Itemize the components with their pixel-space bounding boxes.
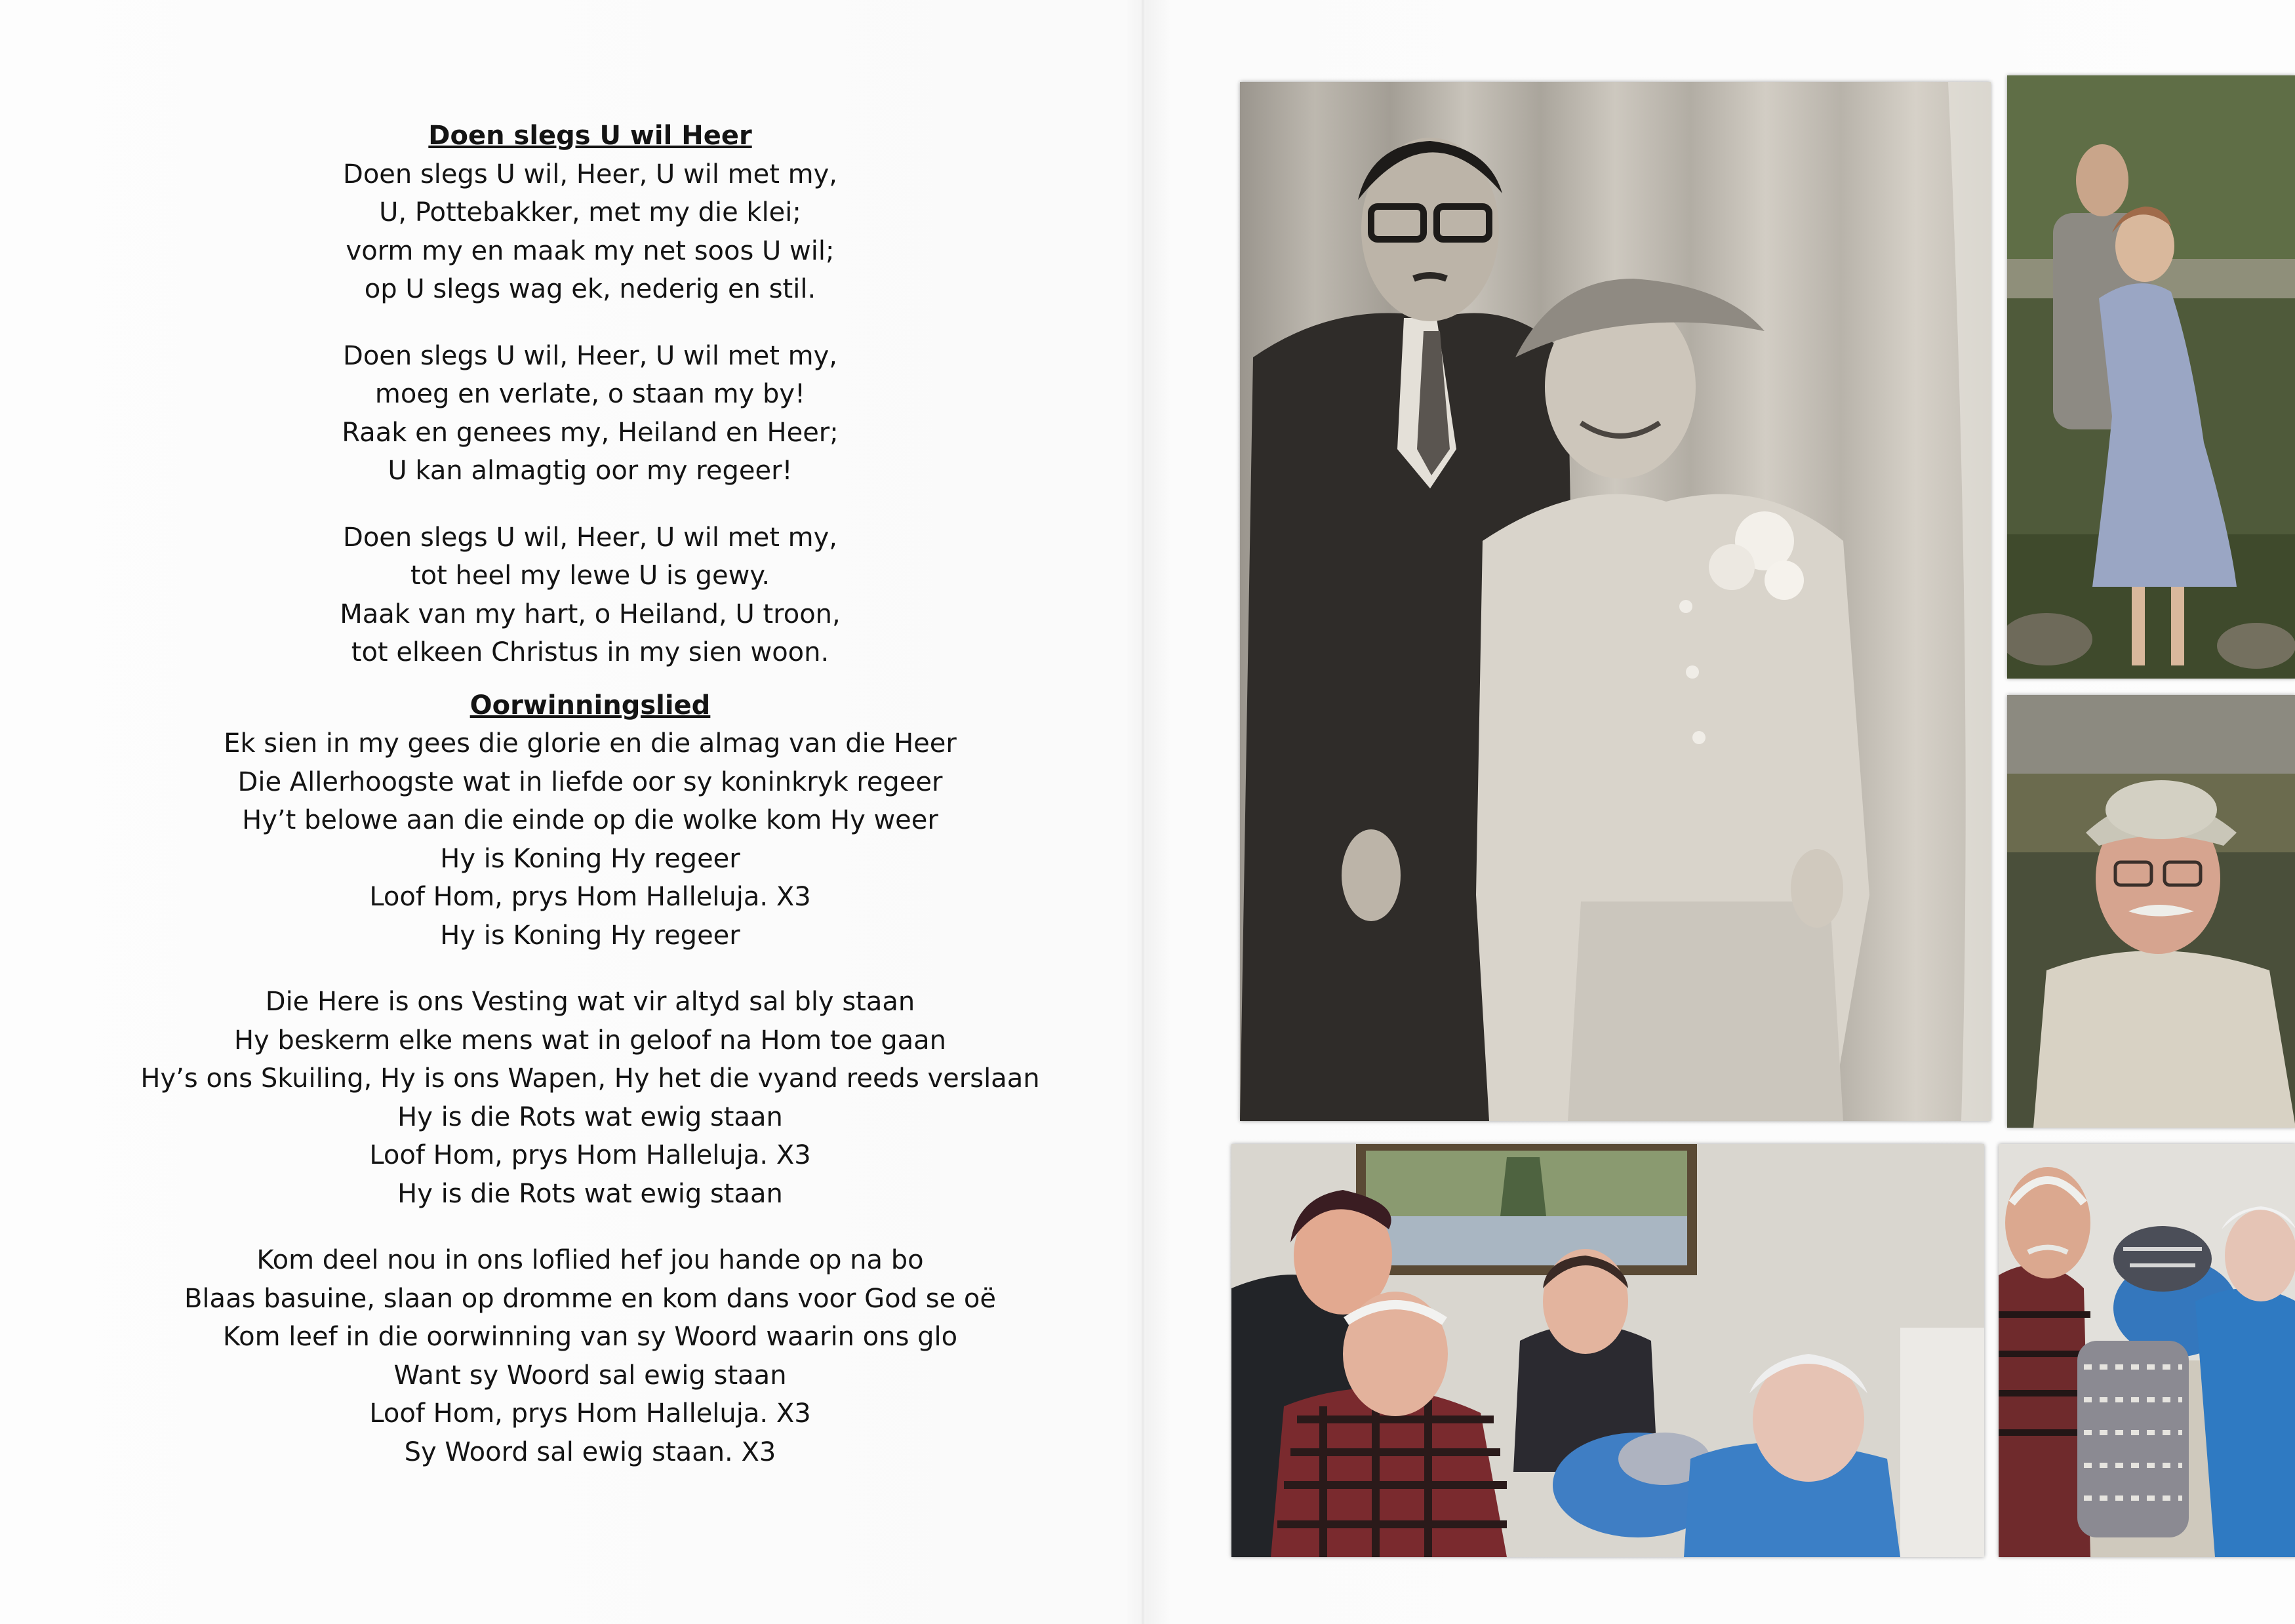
verse-line: Kom leef in die oorwinning van sy Woord waarin ons glo <box>222 1322 958 1352</box>
hymn-oorwinningslied <box>98 686 1082 1472</box>
verse-line: Doen slegs U wil, Heer, U wil met my, <box>343 340 837 371</box>
verse-line: tot elkeen Christus in my sien woon. <box>351 637 829 667</box>
verse-line: op U slegs wag ek, nederig en stil. <box>364 274 816 304</box>
right-page-photo-collage <box>1145 0 2295 1624</box>
verse-line: tot heel my lewe U is gewy. <box>410 561 770 591</box>
verse-line: Ek sien in my gees die glorie en die almag van die Heer <box>224 728 957 759</box>
verse-line: Hy is Koning Hy regeer <box>440 920 740 951</box>
hymn-verse <box>98 337 1082 490</box>
hymn-verse <box>98 519 1082 672</box>
verse-line: Loof Hom, prys Hom Halleluja. X3 <box>369 882 811 912</box>
elderly-man-hat-photo <box>2007 695 2295 1128</box>
verse-line: Hy’t belowe aan die einde op die wolke kom Hy weer <box>242 805 938 835</box>
verse-line: Loof Hom, prys Hom Halleluja. X3 <box>369 1398 811 1429</box>
verse-line: Doen slegs U wil, Heer, U wil met my, <box>343 159 837 189</box>
verse-line: Doen slegs U wil, Heer, U wil met my, <box>343 522 837 553</box>
family-gathering-photo <box>1231 1144 1984 1557</box>
verse-line: U, Pottebakker, met my die klei; <box>379 197 801 228</box>
young-couple-garden-photo <box>2007 75 2295 679</box>
hymn-verse <box>98 1241 1082 1471</box>
verse-line: Blaas basuine, slaan op dromme en kom dans voor God se oë <box>184 1283 996 1314</box>
verse-line: Hy is die Rots wat ewig staan <box>397 1101 783 1132</box>
verse-line: vorm my en maak my net soos U wil; <box>346 235 835 266</box>
verse-line: Raak en genees my, Heiland en Heer; <box>342 417 839 448</box>
verse-line: Die Here is ons Vesting wat vir altyd sal bly staan <box>265 987 915 1017</box>
verse-line: Hy’s ons Skuiling, Hy is ons Wapen, Hy het die vyand reeds verslaan <box>140 1063 1040 1094</box>
verse-line: Maak van my hart, o Heiland, U troon, <box>340 599 841 629</box>
elderly-couple-with-baby-photo <box>1999 1144 2295 1557</box>
hymn-verse <box>98 983 1082 1213</box>
wedding-couple-photo <box>1240 82 1991 1121</box>
hymn-verse <box>98 724 1082 955</box>
verse-line: Want sy Woord sal ewig staan <box>393 1360 787 1391</box>
verse-line: Hy is Koning Hy regeer <box>440 843 740 874</box>
left-page-hymns <box>0 0 1141 1624</box>
hymn-title: Oorwinningslied <box>469 690 711 721</box>
hymn-text-column <box>98 117 1082 1499</box>
verse-line: Die Allerhoogste wat in liefde oor sy koninkryk regeer <box>237 766 943 797</box>
verse-line: Sy Woord sal ewig staan. X3 <box>404 1436 776 1467</box>
verse-line: Kom deel nou in ons loflied hef jou hande op na bo <box>256 1245 924 1275</box>
verse-line: U kan almagtig oor my regeer! <box>388 456 793 486</box>
hymn-title: Doen slegs U wil Heer <box>428 121 752 151</box>
verse-line: moeg en verlate, o staan my by! <box>374 379 806 409</box>
verse-line: Hy beskerm elke mens wat in geloof na Hom toe gaan <box>233 1025 947 1056</box>
hymn-doen-slegs-u-wil <box>98 117 1082 672</box>
verse-line: Hy is die Rots wat ewig staan <box>397 1178 783 1209</box>
hymn-verse <box>98 155 1082 309</box>
verse-line: Loof Hom, prys Hom Halleluja. X3 <box>369 1140 811 1170</box>
